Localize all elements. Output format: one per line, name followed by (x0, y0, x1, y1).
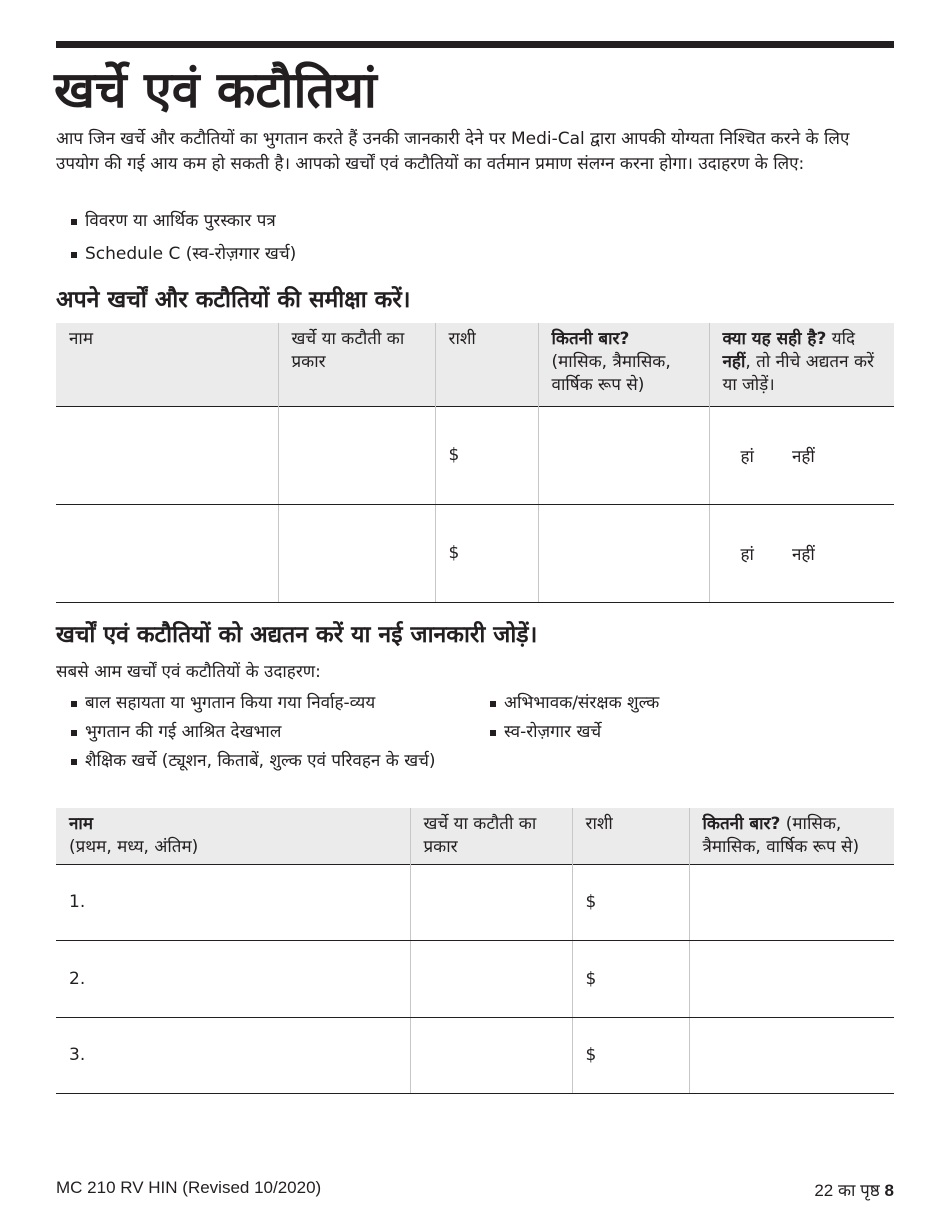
proof-example-item: Schedule C (स्व-रोज़गार खर्च) (70, 242, 296, 266)
name-cell[interactable]: 2. (56, 940, 410, 1017)
name-cell[interactable]: 3. (56, 1017, 410, 1093)
page-number: 8 (884, 1181, 894, 1200)
review-table-header (56, 323, 894, 406)
name-cell[interactable]: 1. (56, 864, 410, 940)
type-cell[interactable] (410, 940, 572, 1017)
correct-cell (709, 504, 894, 602)
table-row (56, 940, 894, 1017)
example-item: शैक्षिक खर्चे (ट्यूशन, किताबें, शुल्क एवं परिवहन के खर्च) (70, 749, 465, 773)
page-indicator (814, 1178, 894, 1201)
correct-cell (709, 406, 894, 504)
type-cell[interactable] (410, 1017, 572, 1093)
page-prefix: 22 का पृष्ठ (814, 1181, 880, 1200)
col-name: नाम (56, 323, 278, 406)
intro-text: आप जिन खर्चे और कटौतियों का भुगतान करते हैं उनकी जानकारी देने पर Medi-Cal द्वारा आपकी योग्यता निश्चित करने के लिए उपयोग की गई आय कम हो सकती है। आपको खर्चों एवं कटौतियों का वर्तमान प्रमाण संलग्न करना होगा। उदाहरण के लिए: (56, 129, 850, 174)
col-frequency (689, 808, 894, 864)
header-rule (56, 41, 894, 48)
col-name-bold: नाम (69, 814, 94, 834)
update-table-header (56, 808, 894, 864)
amount-cell[interactable]: $ (572, 1017, 689, 1093)
table-row (56, 864, 894, 940)
type-cell[interactable] (278, 406, 435, 504)
col-frequency-rest: (मासिक, त्रैमासिक, वार्षिक रूप से) (702, 814, 860, 857)
col-correct-no: नहीं (722, 352, 746, 372)
frequency-cell[interactable] (689, 864, 894, 940)
example-item: स्व-रोज़गार खर्चे (489, 720, 601, 744)
col-name (56, 808, 410, 864)
table-row (56, 1017, 894, 1093)
form-id: MC 210 RV HIN (Revised 10/2020) (56, 1178, 322, 1197)
col-correct (709, 323, 894, 406)
col-frequency-bold: कितनी बार? (702, 814, 781, 834)
col-correct-bold: क्या यह सही है? (722, 329, 827, 349)
review-heading: अपने खर्चों और कटौतियों की समीक्षा करें। (56, 287, 411, 313)
yes-option[interactable]: हां (740, 446, 754, 467)
col-name-rest: (प्रथम, मध्य, अंतिम) (69, 837, 199, 857)
frequency-cell[interactable] (689, 1017, 894, 1093)
update-subheading: सबसे आम खर्चों एवं कटौतियों के उदाहरण: (56, 662, 321, 682)
update-heading: खर्चों एवं कटौतियों को अद्यतन करें या नई जानकारी जोड़ें। (56, 622, 538, 648)
frequency-cell[interactable] (538, 406, 709, 504)
no-option[interactable]: नहीं (791, 446, 815, 467)
col-frequency-bold: कितनी बार? (551, 329, 630, 349)
name-cell[interactable] (56, 406, 278, 504)
amount-cell[interactable]: $ (435, 504, 538, 602)
col-type: खर्चे या कटौती का प्रकार (410, 808, 572, 864)
col-amount: राशी (572, 808, 689, 864)
name-cell[interactable] (56, 504, 278, 602)
type-cell[interactable] (410, 864, 572, 940)
col-frequency-rest: (मासिक, त्रैमासिक, वार्षिक रूप से) (551, 352, 671, 395)
review-table (56, 323, 894, 603)
frequency-cell[interactable] (689, 940, 894, 1017)
no-option[interactable]: नहीं (791, 544, 815, 565)
example-item: भुगतान की गई आश्रित देखभाल (70, 720, 465, 744)
frequency-cell[interactable] (538, 504, 709, 602)
col-correct-mid: यदि (826, 329, 856, 349)
col-frequency (538, 323, 709, 406)
amount-cell[interactable]: $ (572, 864, 689, 940)
type-cell[interactable] (278, 504, 435, 602)
yes-option[interactable]: हां (740, 544, 754, 565)
table-row (56, 504, 894, 602)
col-correct-rest: , तो नीचे अद्यतन करें या जोड़ें। (722, 352, 874, 395)
table-row (56, 406, 894, 504)
example-item: बाल सहायता या भुगतान किया गया निर्वाह-व्यय (70, 691, 465, 715)
amount-cell[interactable]: $ (572, 940, 689, 1017)
amount-cell[interactable]: $ (435, 406, 538, 504)
page-title: खर्चे एवं कटौतियां (54, 61, 377, 119)
update-table (56, 808, 894, 1094)
col-amount: राशी (435, 323, 538, 406)
proof-example-item: विवरण या आर्थिक पुरस्कार पत्र (70, 209, 276, 233)
col-type: खर्चे या कटौती का प्रकार (278, 323, 435, 406)
example-item: अभिभावक/संरक्षक शुल्क (489, 691, 659, 715)
